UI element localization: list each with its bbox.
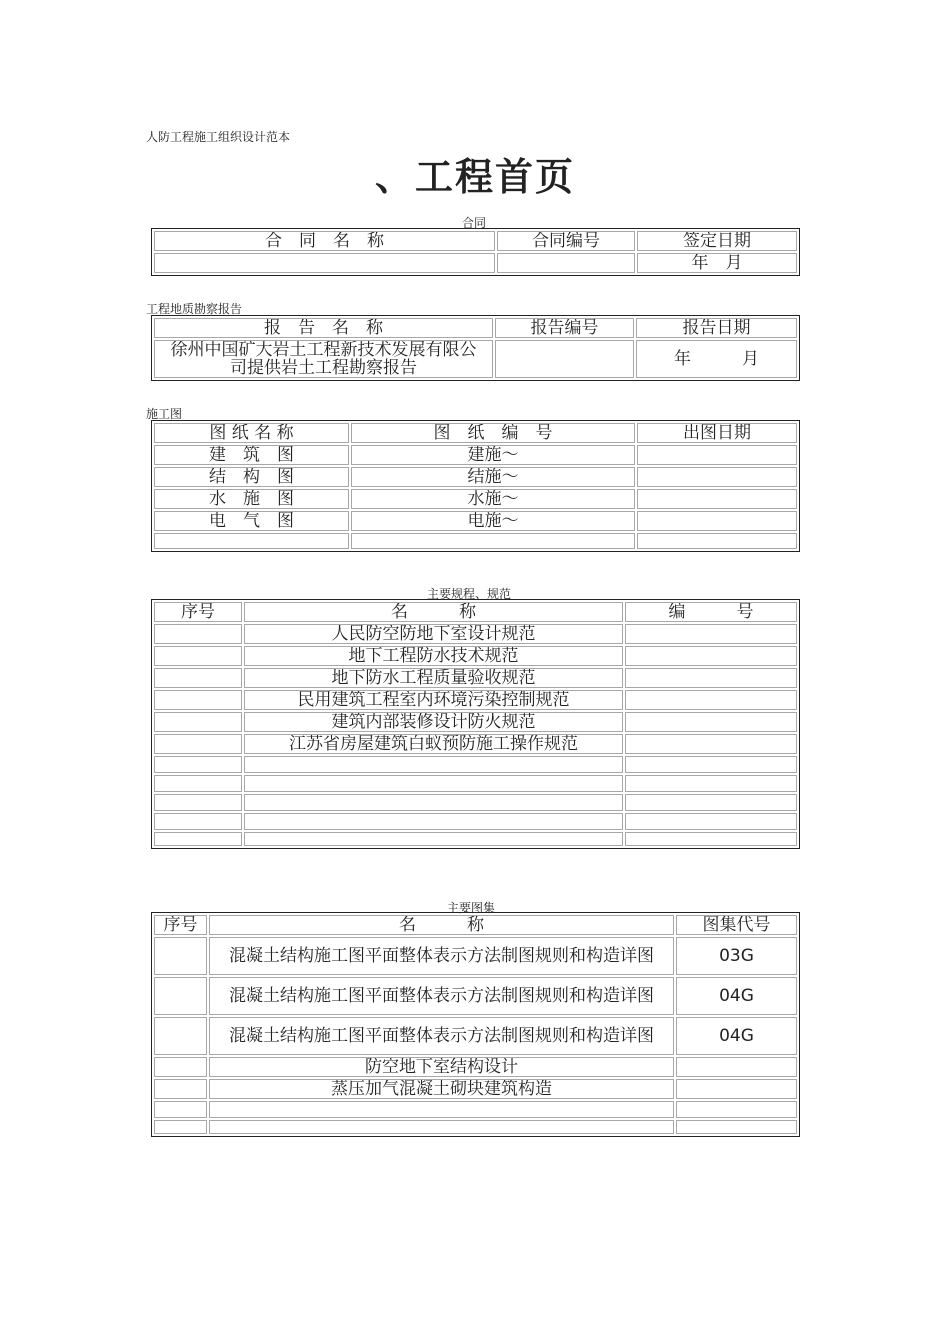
table-row	[154, 712, 797, 732]
atlas-index	[154, 1057, 207, 1077]
drawing-date	[637, 445, 797, 465]
drawing-name: 结 构 图	[154, 467, 349, 487]
table-row	[154, 734, 797, 754]
code-number	[625, 668, 797, 688]
codes-header-number: 编 号	[625, 602, 797, 622]
atlas-name	[209, 1120, 674, 1134]
drawing-date	[637, 489, 797, 509]
atlas-code: 04G	[676, 1017, 797, 1055]
table-row	[154, 1079, 797, 1099]
drawings-caption: 施工图	[146, 407, 183, 421]
code-number	[625, 813, 797, 830]
contract-header-date: 签定日期	[637, 231, 797, 251]
table-row	[154, 489, 797, 509]
table-row	[154, 794, 797, 811]
code-name	[244, 813, 623, 830]
atlas-name: 混凝土结构施工图平面整体表示方法制图规则和构造详图	[209, 977, 674, 1015]
code-number	[625, 794, 797, 811]
codes-header-index: 序号	[154, 602, 242, 622]
code-number	[625, 756, 797, 773]
atlas-header-index: 序号	[154, 915, 207, 935]
table-row	[154, 1120, 797, 1134]
code-number	[625, 690, 797, 710]
atlas-name: 蒸压加气混凝土砌块建筑构造	[209, 1079, 674, 1099]
atlas-index	[154, 937, 207, 975]
code-index	[154, 668, 242, 688]
drawing-number: 结施～	[351, 467, 635, 487]
contract-header-number: 合同编号	[497, 231, 635, 251]
code-number	[625, 624, 797, 644]
table-row	[154, 756, 797, 773]
drawings-header-date: 出图日期	[637, 423, 797, 443]
atlas-index	[154, 1120, 207, 1134]
drawing-name: 水 施 图	[154, 489, 349, 509]
table-row	[154, 1057, 797, 1077]
code-name: 地下防水工程质量验收规范	[244, 668, 623, 688]
atlas-index	[154, 1079, 207, 1099]
atlas-code	[676, 1079, 797, 1099]
atlas-code: 04G	[676, 977, 797, 1015]
table-row	[154, 511, 797, 531]
atlas-header-name: 名 称	[209, 915, 674, 935]
survey-table	[151, 315, 800, 381]
atlas-name	[209, 1101, 674, 1118]
atlas-name: 防空地下室结构设计	[209, 1057, 674, 1077]
survey-header-name: 报 告 名 称	[154, 318, 493, 338]
drawing-name: 建 筑 图	[154, 445, 349, 465]
contract-caption: 合同	[462, 216, 487, 230]
table-row	[154, 937, 797, 975]
atlas-name: 混凝土结构施工图平面整体表示方法制图规则和构造详图	[209, 937, 674, 975]
table-row	[154, 690, 797, 710]
drawing-date	[637, 533, 797, 549]
drawing-number	[351, 533, 635, 549]
atlas-index	[154, 1017, 207, 1055]
table-row	[154, 646, 797, 666]
code-name	[244, 775, 623, 792]
code-number	[625, 646, 797, 666]
survey-cell-date: 年 月	[636, 340, 797, 378]
code-index	[154, 813, 242, 830]
code-index	[154, 646, 242, 666]
atlas-index	[154, 1101, 207, 1118]
code-index	[154, 690, 242, 710]
drawing-name: 电 气 图	[154, 511, 349, 531]
survey-cell-name: 徐州中国矿大岩土工程新技术发展有限公司提供岩土工程勘察报告	[154, 340, 493, 378]
table-row	[154, 624, 797, 644]
code-index	[154, 756, 242, 773]
drawing-number: 水施～	[351, 489, 635, 509]
survey-header-date: 报告日期	[636, 318, 797, 338]
drawing-name	[154, 533, 349, 549]
code-name: 人民防空防地下室设计规范	[244, 624, 623, 644]
page-title: 、工程首页	[374, 155, 575, 199]
drawing-date	[637, 511, 797, 531]
codes-table	[151, 599, 800, 849]
atlas-index	[154, 977, 207, 1015]
atlas-name: 混凝土结构施工图平面整体表示方法制图规则和构造详图	[209, 1017, 674, 1055]
table-row	[154, 813, 797, 830]
table-row	[154, 977, 797, 1015]
code-name	[244, 794, 623, 811]
codes-header-name: 名 称	[244, 602, 623, 622]
table-row	[154, 1017, 797, 1055]
contract-cell-date: 年 月	[637, 253, 797, 273]
code-index	[154, 624, 242, 644]
code-index	[154, 712, 242, 732]
header-note: 人防工程施工组织设计范本	[146, 130, 291, 144]
table-row	[154, 533, 797, 549]
atlas-code: 03G	[676, 937, 797, 975]
contract-cell-name	[154, 253, 495, 273]
code-name	[244, 756, 623, 773]
code-index	[154, 775, 242, 792]
survey-header-number: 报告编号	[495, 318, 634, 338]
drawing-number: 电施～	[351, 511, 635, 531]
table-row	[154, 1101, 797, 1118]
atlas-code	[676, 1120, 797, 1134]
table-row	[154, 668, 797, 688]
table-row	[154, 467, 797, 487]
code-number	[625, 712, 797, 732]
table-row	[154, 775, 797, 792]
contract-table	[151, 228, 800, 276]
code-name: 地下工程防水技术规范	[244, 646, 623, 666]
contract-cell-number	[497, 253, 635, 273]
code-number	[625, 775, 797, 792]
contract-header-name: 合 同 名 称	[154, 231, 495, 251]
drawings-table	[151, 420, 800, 552]
table-row	[154, 445, 797, 465]
code-index	[154, 794, 242, 811]
code-name: 建筑内部装修设计防火规范	[244, 712, 623, 732]
drawings-header-name: 图 纸 名 称	[154, 423, 349, 443]
atlas-code	[676, 1101, 797, 1118]
atlas-header-code: 图集代号	[676, 915, 797, 935]
table-row	[154, 832, 797, 846]
atlas-caption: 主要图集	[447, 901, 496, 915]
atlas-table	[151, 912, 800, 1137]
code-number	[625, 734, 797, 754]
atlas-code	[676, 1057, 797, 1077]
code-name: 江苏省房屋建筑白蚁预防施工操作规范	[244, 734, 623, 754]
codes-caption: 主要规程、规范	[427, 587, 512, 601]
drawing-date	[637, 467, 797, 487]
survey-cell-number	[495, 340, 634, 378]
code-index	[154, 734, 242, 754]
code-number	[625, 832, 797, 846]
code-name	[244, 832, 623, 846]
code-name: 民用建筑工程室内环境污染控制规范	[244, 690, 623, 710]
drawings-header-number: 图 纸 编 号	[351, 423, 635, 443]
drawing-number: 建施～	[351, 445, 635, 465]
code-index	[154, 832, 242, 846]
survey-caption: 工程地质勘察报告	[146, 302, 243, 316]
